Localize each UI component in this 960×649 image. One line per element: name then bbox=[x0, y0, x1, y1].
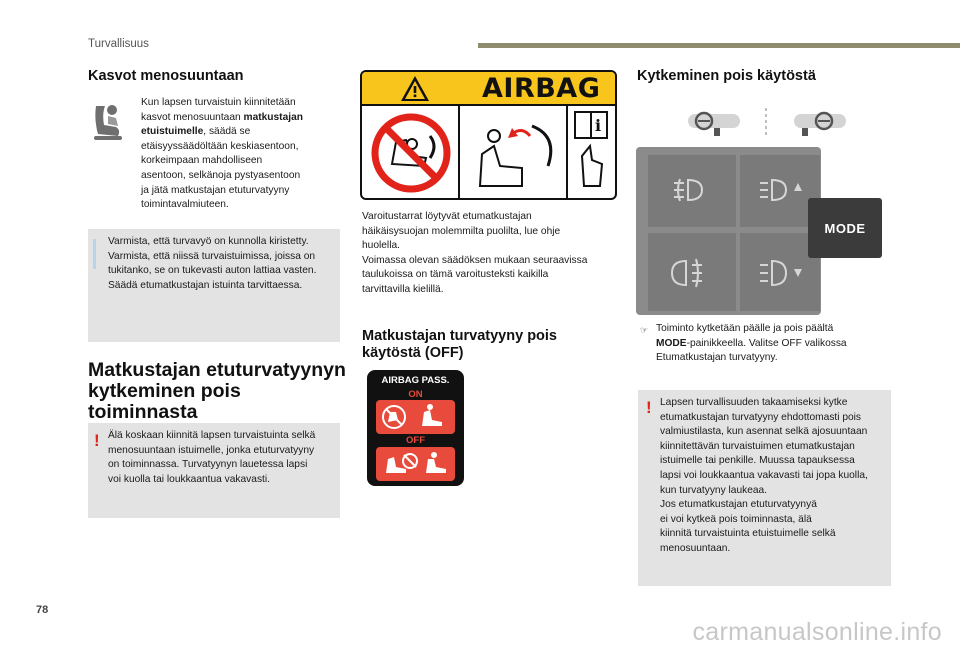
airbag-warning-label bbox=[360, 70, 617, 200]
airbag-pass-on-label: ON bbox=[408, 389, 423, 400]
child-seat-icon bbox=[88, 100, 128, 144]
section-title: Turvallisuus bbox=[88, 38, 149, 50]
heading-deactivation: Matkustajan etuturvatyynyn kytkeminen pois toiminnasta bbox=[88, 359, 346, 424]
airbag-on-pictogram bbox=[376, 400, 455, 434]
airbag-deploy-seat-icon bbox=[480, 126, 551, 186]
airbag-pass-title: AIRBAG PASS. bbox=[381, 375, 450, 386]
watermark: carmanualsonline.info bbox=[692, 618, 942, 646]
airbag-label-header bbox=[362, 72, 615, 106]
no-rear-facing-seat-icon bbox=[375, 117, 447, 189]
bullet-icon: ☞ bbox=[640, 325, 649, 335]
heading-airbag-off: Matkustajan turvatyyny pois käytöstä (OFF) bbox=[362, 328, 557, 362]
warning-exclamation-icon: ! bbox=[94, 431, 100, 450]
mode-instruction-text: Toiminto kytketään päälle ja pois päältä MODE-painikkeella. Valitse OFF valikossa Etumatkustajan turvatyyny. bbox=[656, 323, 847, 364]
header-accent-bar bbox=[478, 43, 960, 48]
warning-box-right: ! Lapsen turvallisuuden takaamiseksi kytke etumatkustajan turvatyyny ehdottomasti pois valmiustilasta, kun asennat selkä ajosuuntaan kiinnitettävän turvaistuimen etumatkustajan istuimelle tai penkille. Muussa tapauksessa lapsi voi loukkaantua vakavasti tai jopa kuolla, kun turvatyyny laukeaa. Jos etumatkustajan etuturvatyynyä ei voi kytkeä pois toiminnasta, älä kiinnitä turvaistuinta etuistuimelle selkä menosuuntaan. bbox=[638, 390, 891, 586]
svg-text:i: i bbox=[595, 116, 602, 135]
dashboard-control-panel bbox=[636, 147, 821, 315]
steering-wheel-diagram bbox=[684, 108, 854, 138]
warning-box-left: ! Älä koskaan kiinnitä lapsen turvaistuinta selkä menosuuntaan istuimelle, jonka etuturvatyyny on toiminnassa. Turvatyynyn lauetessa lapsi voi kuolla tai loukkaantua vakavasti. bbox=[88, 423, 340, 518]
mode-button[interactable]: MODE bbox=[808, 198, 882, 258]
info-marker-icon bbox=[93, 239, 96, 269]
rear-facing-paragraph: Kun lapsen turvaistuin kiinnitetään kasvot menosuuntaan matkustajan etuistuimelle, säädä se etäisyyssäädöltään keskiasentoon, korkeimpaan mahdolliseen asentoon, selkänoja pystyasentoon ja jätä matkustajan etuturvatyyny toimintavalmiuteen. bbox=[141, 97, 303, 211]
airbag-label-title: AIRBAG bbox=[482, 73, 601, 104]
airbag-pass-off-label: OFF bbox=[406, 435, 425, 446]
warning-exclamation-icon: ! bbox=[646, 398, 652, 417]
page-number: 78 bbox=[36, 604, 49, 616]
heading-deactivate: Kytkeminen pois käytöstä bbox=[637, 68, 816, 84]
warning-triangle-icon bbox=[400, 75, 430, 102]
airbag-warning-text: Varoitustarrat löytyvät etumatkustajan häikäisysuojan molemmilta puolilta, lue ohje huolella. Voimassa olevan säädöksen mukaan seuraavissa taulukoissa on tämä varoitusteksti kaikilla tarvittavilla kielillä. bbox=[362, 211, 588, 295]
airbag-off-pictogram bbox=[376, 447, 455, 481]
read-manual-icon bbox=[575, 112, 607, 186]
heading-rear-facing: Kasvot menosuuntaan bbox=[88, 68, 244, 84]
info-note-box: Varmista, että turvavyö on kunnolla kiristetty. Varmista, että niissä turvaistuimissa, joissa on tukitanko, se on tukevasti auton lattiaa vasten. Säädä etumatkustajan istuinta tarvittaessa. bbox=[88, 229, 340, 342]
airbag-pass-indicator bbox=[367, 370, 464, 486]
